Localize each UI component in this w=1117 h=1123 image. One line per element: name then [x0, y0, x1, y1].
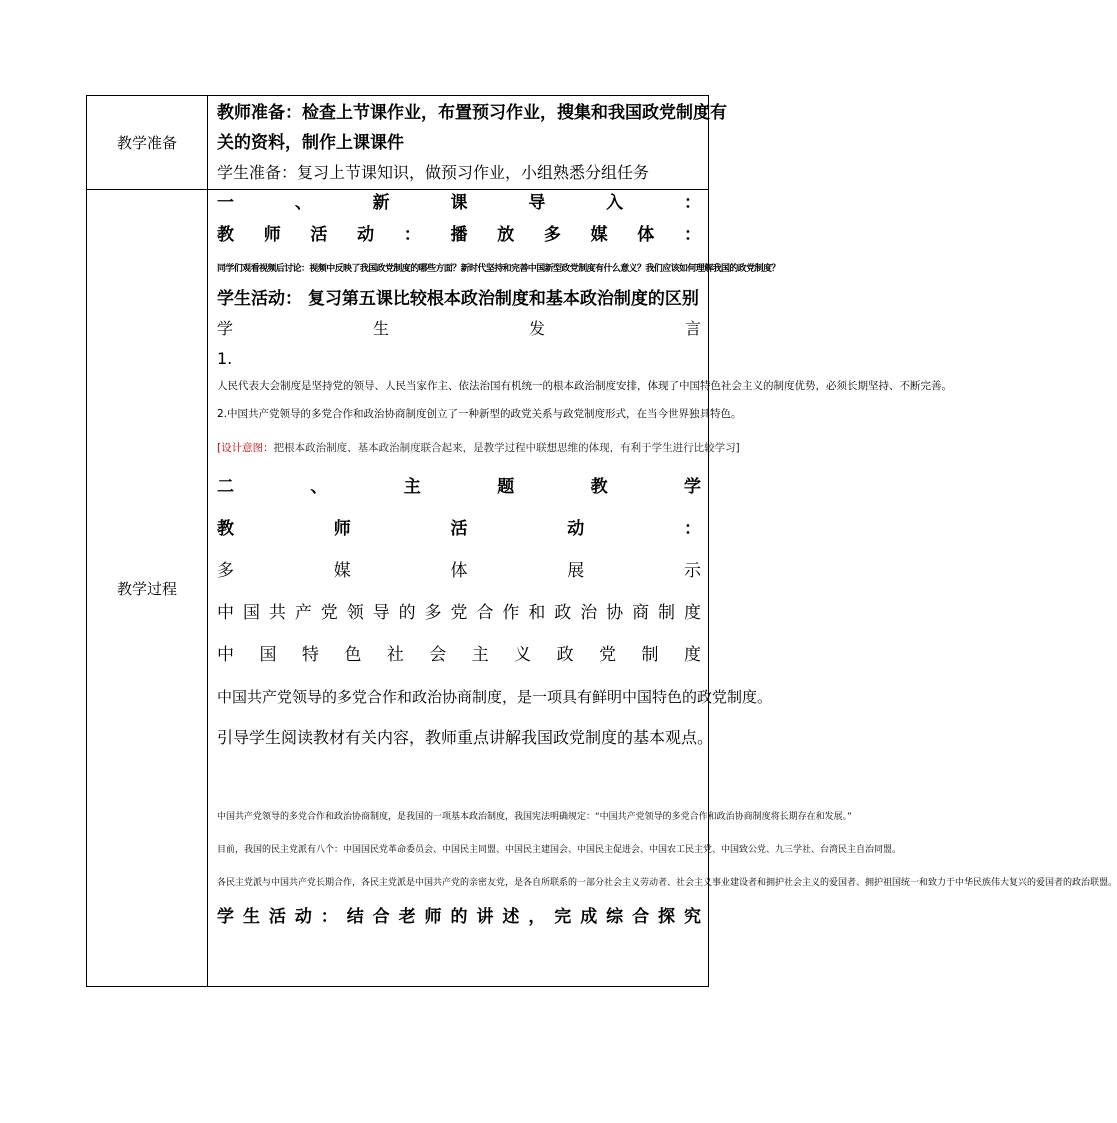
row-teaching-preparation — [87, 96, 709, 190]
teacher-prep-line2: 关的资料，制作上课课件 — [217, 133, 404, 153]
fine-print-line3: 各民主党派与中国共产党长期合作，各民主党派是中国共产党的亲密友党，是各自所联系的一部分社会主义劳动者、社会主义事业建设者和拥护社会主义的爱国者、拥护祖国统一和致力于中华民族伟大复兴的爱国者的政治联盟。 — [217, 878, 1117, 888]
fine-print-line2: 目前，我国的民主党派有八个：中国国民党革命委员会、中国民主同盟、中国民主建国会、中国民主促进会、中国农工民主党、中国致公党、九三学社、台湾民主自治同盟。 — [217, 845, 902, 855]
media-caption: 同学们观看视频后讨论：视频中反映了我国政党制度的哪些方面？新时代坚持和完善中国新型政党制度有什么意义？我们应该如何理解我国的政党制度？ — [217, 264, 780, 274]
content-teaching-process — [208, 190, 1117, 987]
guide-text: 引导学生阅读教材有关内容，教师重点讲解我国政党制度的基本观点。 — [217, 728, 714, 747]
system-desc: 中国共产党领导的多党合作和政治协商制度，是一项具有鲜明中国特色的政党制度。 — [217, 688, 773, 706]
student-prep: 学生准备：复习上节课知识，做预习作业，小组熟悉分组任务 — [217, 163, 650, 182]
design-intent — [217, 430, 740, 466]
teacher-prep-line1: 教师准备：检查上节课作业，布置预习作业，搜集和我国政党制度有 — [217, 103, 727, 123]
label-teaching-process: 教学过程 — [87, 190, 208, 987]
student-activity-2: 学生活动：结合老师的讲述，完成综合探究 — [217, 907, 701, 927]
point1-label-line — [217, 344, 701, 374]
design-intent-tag: [设计意图： — [217, 442, 274, 454]
section1-title: 一、新课导入： — [217, 193, 701, 213]
row-teaching-process — [87, 190, 709, 987]
label-teaching-preparation: 教学准备 — [87, 96, 208, 190]
student-activity-1: 学生活动： 复习第五课比较根本政治制度和基本政治制度的区别 — [217, 289, 699, 309]
content-teaching-preparation — [208, 96, 727, 190]
section2-title: 二、主题教学 — [217, 477, 701, 497]
teacher-activity-1: 教师活动：播放多媒体： — [217, 225, 701, 245]
point1-text: 人民代表大会制度是坚持党的领导、人民当家作主、依法治国有机统一的根本政治制度安排，体现了中国特色社会主义的制度优势，必须长期坚持、不断完善。 — [217, 380, 952, 392]
point1-label: 1. — [217, 349, 233, 368]
teacher-activity-2: 教师活动： — [217, 519, 701, 539]
student-speak: 学生发言 — [217, 319, 701, 338]
media-show: 多媒体展示 — [217, 561, 701, 581]
design-intent-text: 把根本政治制度、基本政治制度联合起来，是教学过程中联想思维的体现，有利于学生进行比较学习] — [273, 442, 740, 454]
system-type: 中国特色社会主义政党制度 — [217, 645, 701, 665]
fine-print-line1: 中国共产党领导的多党合作和政治协商制度，是我国的一项基本政治制度，我国宪法明确规定：“中国共产党领导的多党合作和政治协商制度将长期存在和发展。” — [217, 812, 852, 822]
point2-text: 2.中国共产党领导的多党合作和政治协商制度创立了一种新型的政党关系与政党制度形式，在当今世界独具特色。 — [217, 408, 742, 420]
system-name: 中国共产党领导的多党合作和政治协商制度 — [217, 603, 701, 623]
lesson-plan-table — [86, 95, 1117, 987]
